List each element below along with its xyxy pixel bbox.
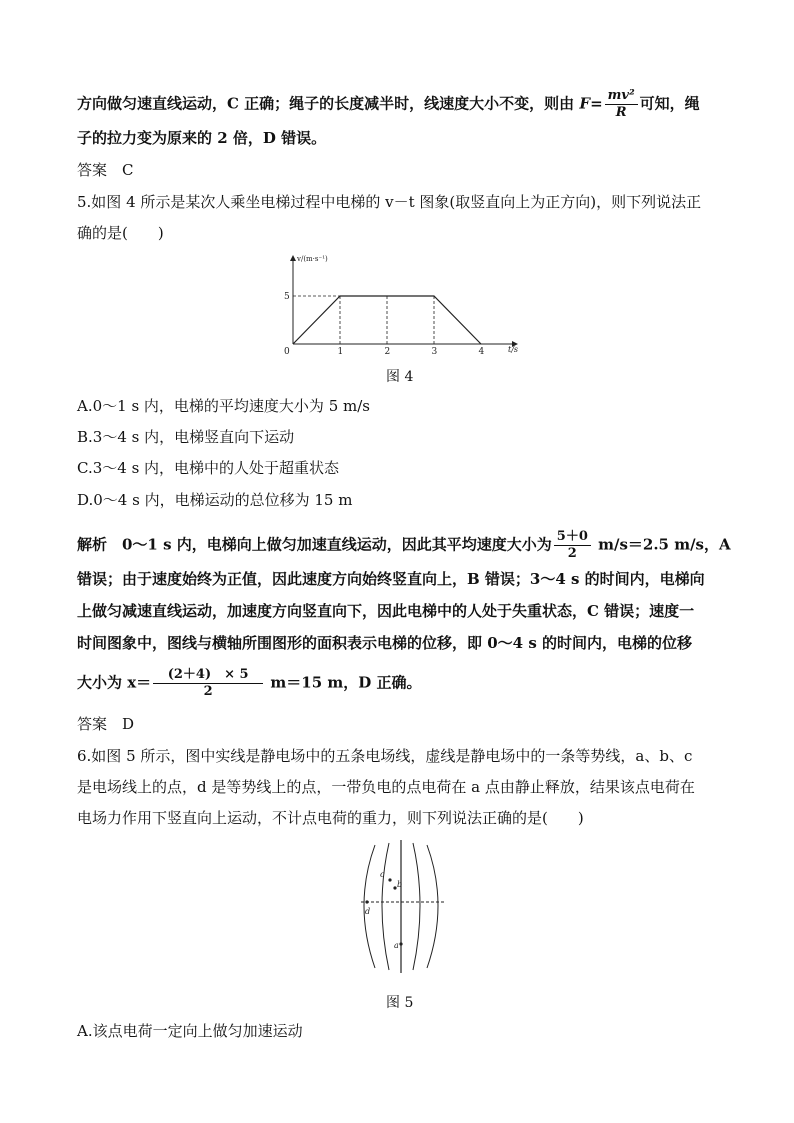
force-symbol: F xyxy=(579,94,591,113)
y-axis-label: v/(m·s⁻¹) xyxy=(297,255,328,263)
option-b: B.3～4 s 内，电梯竖直向下运动 xyxy=(77,428,295,446)
solution-5-line-5 xyxy=(77,667,421,700)
equals: = xyxy=(590,94,603,113)
question-6-line-3: 电场力作用下竖直向上运动，不计点电荷的重力，则下列说法正确的是( ) xyxy=(77,809,584,827)
label-b: b xyxy=(397,880,403,889)
x-tick-label-4: 4 xyxy=(478,347,485,357)
option-d: D.0～4 s 内，电梯运动的总位移为 15 m xyxy=(77,491,353,509)
text: 大小为 x＝ xyxy=(77,673,152,692)
text: m＝15 m，D 正确。 xyxy=(265,673,422,692)
text: 可知，绳 xyxy=(639,94,700,113)
dashed-guides xyxy=(293,296,434,344)
fraction-displacement xyxy=(153,667,263,700)
field-line-right-inner xyxy=(413,843,420,970)
x-tick-label-0: 0 xyxy=(284,347,290,357)
x-tick-label-2: 2 xyxy=(384,347,391,357)
figure-4-caption: 图 4 xyxy=(386,369,414,385)
question-6-option-a: A.该点电荷一定向上做匀加速运动 xyxy=(77,1022,303,1040)
point-c xyxy=(388,878,391,881)
text: 解析 0～1 s 内，电梯向上做匀加速直线运动，因此其平均速度大小为 xyxy=(77,535,552,554)
fraction-numerator: (2＋4) × 5 xyxy=(153,667,263,684)
text: 方向做匀速直线运动，C 正确；绳子的长度减半时，线速度大小不变，则由 xyxy=(77,94,575,113)
y-tick-5: 5 xyxy=(284,292,290,302)
option-c: C.3～4 s 内，电梯中的人处于超重状态 xyxy=(77,459,340,477)
x-tick-label-3: 3 xyxy=(431,347,438,357)
label-d: d xyxy=(365,907,371,916)
label-c: c xyxy=(380,870,385,879)
question-6-line-2: 是电场线上的点，d 是等势线上的点，一带负电的点电荷在 a 点由静止释放，结果该点电荷在 xyxy=(77,778,695,796)
figure-5-caption: 图 5 xyxy=(386,995,414,1011)
solution-5-line-3: 上做匀减速直线运动，加速度方向竖直向下，因此电梯中的人处于失重状态，C 错误；速度一 xyxy=(77,602,695,620)
fraction-denominator: 2 xyxy=(203,684,213,699)
option-a: A.0～1 s 内，电梯的平均速度大小为 5 m/s xyxy=(77,397,370,415)
fraction-denominator: R xyxy=(615,105,627,120)
point-a xyxy=(399,942,402,945)
fraction-numerator: 5＋0 xyxy=(554,529,591,546)
solution-line-2: 子的拉力变为原来的 2 倍，D 错误。 xyxy=(77,129,327,147)
label-a: a xyxy=(394,941,399,950)
x-axis-label: t/s xyxy=(508,345,519,354)
fraction-avg-velocity xyxy=(554,529,591,562)
answer-4: 答案 C xyxy=(77,161,134,179)
fraction-denominator: 2 xyxy=(567,546,577,561)
field-line-left-inner xyxy=(382,843,389,970)
question-6-line-1: 6.如图 5 所示，图中实线是静电场中的五条电场线，虚线是静电场中的一条等势线，a、b、c xyxy=(77,747,693,765)
solution-5-line-4: 时间图象中，图线与横轴所围图形的面积表示电梯的位移，即 0～4 s 的时间内，电梯的位移 xyxy=(77,634,692,652)
figure-5-field-lines xyxy=(355,840,455,975)
question-5-line-2: 确的是( ) xyxy=(77,224,164,242)
text: m/s＝2.5 m/s，A xyxy=(592,535,731,554)
x-tick-label-1: 1 xyxy=(337,347,344,357)
answer-5: 答案 D xyxy=(77,715,135,733)
fraction-mv2-over-r xyxy=(605,88,638,121)
fraction-numerator: mv² xyxy=(605,88,638,105)
field-line-right-outer xyxy=(427,845,438,968)
solution-5-line-2: 错误；由于速度始终为正值，因此速度方向始终竖直向上，B 错误；3～4 s 的时间内，电梯向 xyxy=(77,570,705,588)
solution-5-line-1 xyxy=(77,529,731,562)
point-d xyxy=(365,900,368,903)
solution-line-1 xyxy=(77,88,700,121)
x-tick-labels xyxy=(284,347,485,357)
figure-4-vt-graph xyxy=(280,250,530,360)
question-5-line-1: 5.如图 4 所示是某次人乘坐电梯过程中电梯的 v－t 图象(取竖直向上为正方向)，则下列说法正 xyxy=(77,193,702,211)
